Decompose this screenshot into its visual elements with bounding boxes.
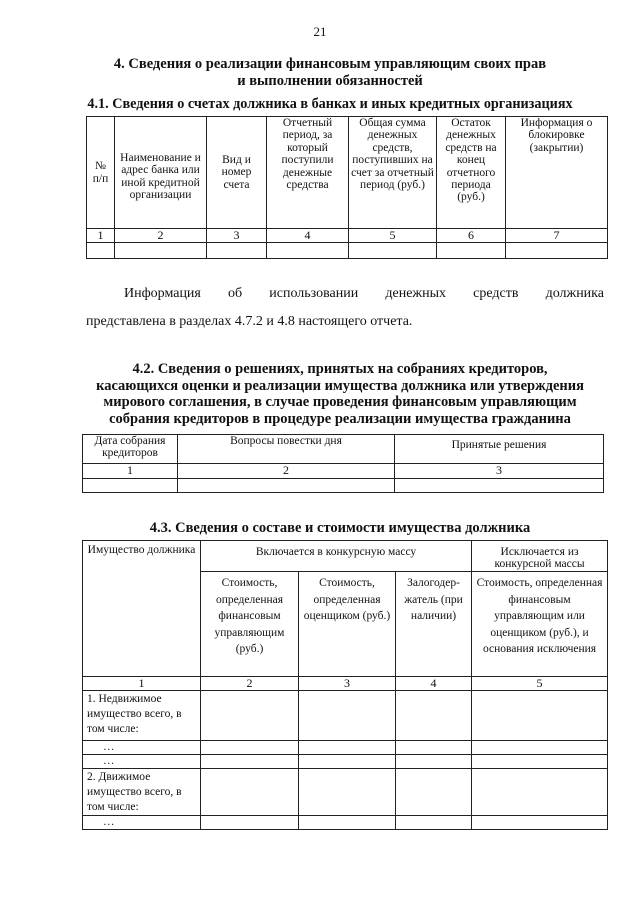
table-row	[83, 755, 608, 769]
paragraph-word: об	[228, 286, 243, 301]
table-number-row	[83, 464, 604, 479]
section-4-1-title: 4.1. Сведения о счетах должника в банках и иных кредитных организациях	[87, 96, 573, 112]
col-number: 5	[349, 229, 437, 243]
col-number: 3	[299, 677, 396, 691]
header-meeting-date: Дата собрания кредиторов	[83, 435, 178, 464]
section-4-title-line1: 4. Сведения о реализации финансовым управляющим своих прав	[113, 56, 547, 72]
paragraph-word: денежных	[385, 286, 446, 301]
table-header-row	[83, 541, 608, 572]
table-row	[83, 741, 608, 755]
header-value-manager: Стоимость, определенная финансовым управляющим (руб.)	[201, 572, 299, 677]
header-decisions: Принятые решения	[395, 435, 604, 464]
row-label: …	[83, 816, 201, 830]
col-number: 6	[437, 229, 506, 243]
col-number: 2	[115, 229, 207, 243]
row-label: 1. Недвижимое имущество всего, в том числе:	[83, 691, 201, 741]
header-balance: Остаток денежных средств на конец отчетного периода (руб.)	[437, 117, 506, 229]
header-bank-name: Наименование и адрес банка или иной кредитной организации	[115, 117, 207, 229]
paragraph-word: средств	[473, 286, 519, 301]
col-number: 1	[83, 677, 201, 691]
section-4-title	[40, 56, 620, 90]
table-number-row	[83, 677, 608, 691]
header-pledgee: Залогодер-жатель (при наличии)	[396, 572, 472, 677]
col-number: 4	[267, 229, 349, 243]
table-row	[83, 691, 608, 741]
col-number: 3	[395, 464, 604, 479]
header-blocking: Информация о блокировке (закрытии)	[506, 117, 608, 229]
paragraph-word: Информация	[124, 286, 201, 301]
header-excluded: Исключается из конкурсной массы	[472, 541, 608, 572]
header-property: Имущество должника	[83, 541, 201, 677]
header-included: Включается в конкурсную массу	[201, 541, 472, 572]
row-label: …	[83, 741, 201, 755]
row-label: 2. Движимое имущество всего, в том числе:	[83, 769, 201, 816]
col-number: 2	[201, 677, 299, 691]
section-4-2-title-line: собрания кредиторов в процедуре реализации имущества гражданина	[109, 410, 571, 427]
section-4-3-title: 4.3. Сведения о составе и стоимости имущества должника	[149, 520, 531, 536]
row-label: …	[83, 755, 201, 769]
bank-accounts-table	[86, 116, 608, 259]
page-number: 21	[313, 24, 327, 39]
table-row	[83, 479, 604, 493]
table-row	[83, 816, 608, 830]
header-number: № п/п	[87, 117, 115, 229]
paragraph-line2: представлена в разделах 4.7.2 и 4.8 настоящего отчета.	[86, 314, 413, 329]
creditors-meetings-table	[82, 434, 604, 493]
section-4-title-line2: и выполнении обязанностей	[237, 73, 423, 89]
section-4-2-title	[60, 361, 620, 427]
col-number: 2	[178, 464, 395, 479]
section-4-2-title-line: 4.2. Сведения о решениях, принятых на собраниях кредиторов,	[132, 361, 548, 377]
table-header-row	[83, 435, 604, 464]
header-agenda: Вопросы повестки дня	[178, 435, 395, 464]
paragraph-word: должника	[545, 286, 604, 301]
table-row	[87, 243, 608, 259]
col-number: 1	[87, 229, 115, 243]
header-value-appraiser: Стоимость, определенная оценщиком (руб.)	[299, 572, 396, 677]
table-number-row	[87, 229, 608, 243]
col-number: 4	[396, 677, 472, 691]
col-number: 3	[207, 229, 267, 243]
table-row	[83, 769, 608, 816]
section-4-2-title-line: мирового соглашения, в случае проведения финансовым управляющим	[103, 394, 577, 410]
header-excluded-value: Стоимость, определенная финансовым управляющим или оценщиком (руб.), и основания исключения	[472, 572, 608, 677]
table-header-row	[87, 117, 608, 229]
col-number: 7	[506, 229, 608, 243]
section-4-2-title-line: касающихся оценки и реализации имущества должника или утверждения	[96, 377, 584, 394]
header-total-sum: Общая сумма денежных средств, поступивших на счет за отчетный период (руб.)	[349, 117, 437, 229]
property-table	[82, 540, 608, 830]
paragraph-word: использовании	[269, 286, 359, 301]
paragraph-line1	[124, 286, 604, 302]
header-account: Вид и номер счета	[207, 117, 267, 229]
col-number: 5	[472, 677, 608, 691]
header-period: Отчетный период, за который поступили денежные средства	[267, 117, 349, 229]
col-number: 1	[83, 464, 178, 479]
